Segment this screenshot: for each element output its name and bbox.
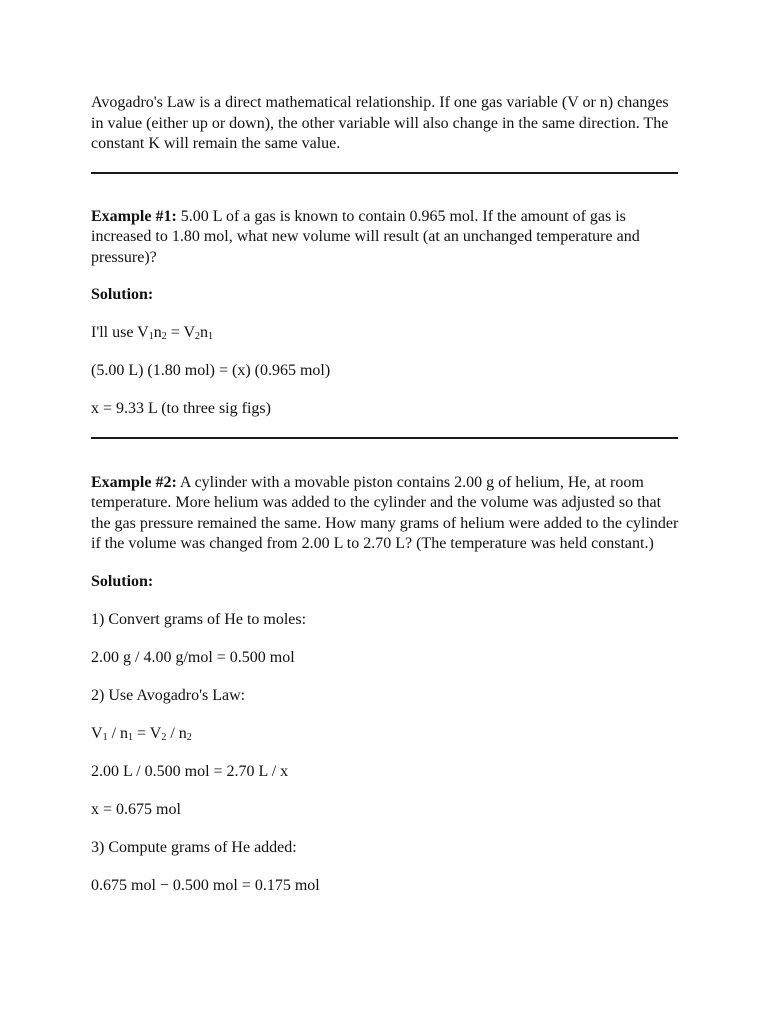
example-1-answer: x = 9.33 L (to three sig figs): [91, 400, 271, 417]
example-2-step-1-calc: 2.00 g / 4.00 g/mol = 0.500 mol: [91, 648, 295, 666]
example-1-solution-label: Solution:: [91, 286, 154, 303]
section-divider: [91, 172, 678, 174]
example-2-step-3-title: 3) Compute grams of He added:: [91, 838, 297, 856]
intro-paragraph: Avogadro's Law is a direct mathematical relationship. If one gas variable (V or n) changes in value (either up or down), the other variable will also change in the same direction. The constant K will remain the same value.: [91, 94, 669, 152]
example-1-label: Example #1:: [91, 207, 177, 225]
section-divider: [91, 437, 678, 439]
example-1-substitution: (5.00 L) (1.80 mol) = (x) (0.965 mol): [91, 362, 331, 379]
example-1-section: [91, 207, 681, 420]
example-2-section: [91, 473, 681, 897]
example-2-question: [91, 473, 681, 555]
example-1-question: [91, 207, 681, 269]
example-2-step-1-title: 1) Convert grams of He to moles:: [91, 610, 307, 628]
example-1-formula: I'll use $V_1n_2 = V_2n_1$: [91, 324, 213, 342]
example-1-question-text: 5.00 L of a gas is known to contain 0.965 mol. If the amount of gas is increased to 1.80 mol, what new volume will result (at an unchanged temperature and pressure)?: [91, 207, 640, 266]
document-page: [91, 93, 681, 896]
example-2-solution-label: Solution:: [91, 572, 154, 590]
example-2-step-2-calc: 2.00 L / 0.500 mol = 2.70 L / x: [91, 762, 289, 780]
example-2-question-text: A cylinder with a movable piston contains 2.00 g of helium, He, at room temperature. More helium was added to the cylinder and the volume was adjusted so that the gas pressure remained the same. How many grams of helium were added to the cylinder if the volume was changed from 2.00 L to 2.70 L? (The temperature was held constant.): [91, 473, 679, 552]
example-2-formula: $V_1 / n_1 = V_2 / n_2$: [91, 724, 192, 743]
example-2-step-3-calc: 0.675 mol − 0.500 mol = 0.175 mol: [91, 876, 320, 894]
example-2-step-2-title: 2) Use Avogadro's Law:: [91, 686, 246, 704]
example-2-step-2-answer: x = 0.675 mol: [91, 800, 181, 818]
example-2-label: Example #2:: [91, 473, 177, 491]
